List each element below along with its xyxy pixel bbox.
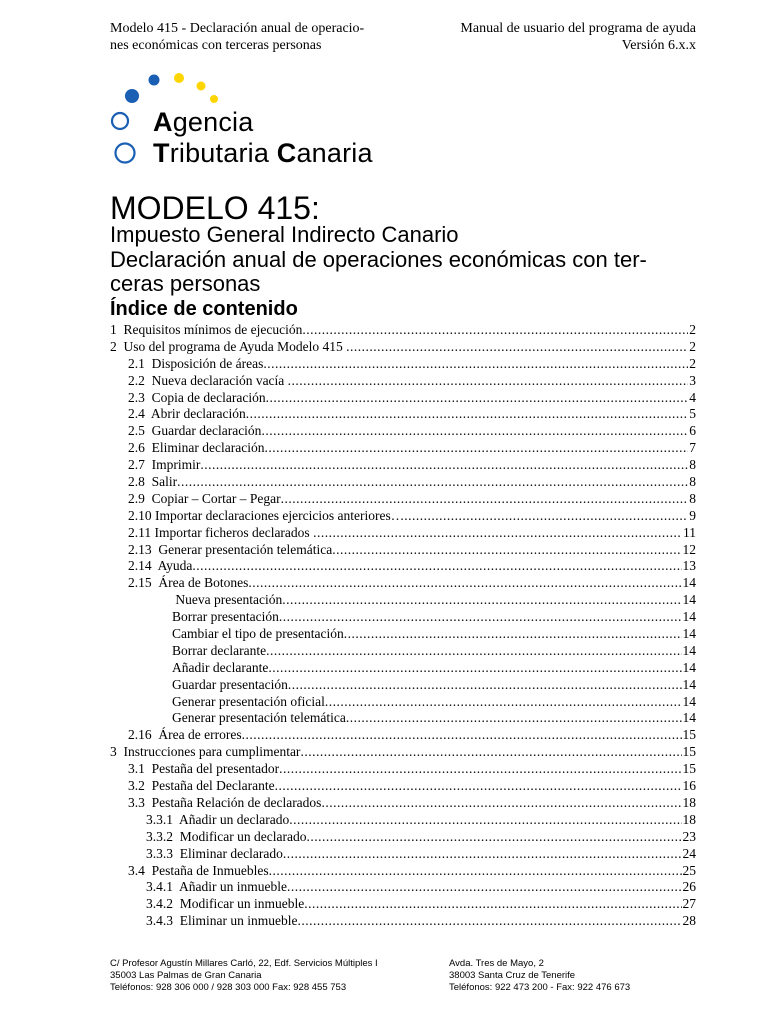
- toc-entry-page: 8: [689, 474, 696, 490]
- toc-entry-label: 2.4 Abrir declaración: [128, 406, 246, 422]
- toc-dot-leader: [268, 660, 681, 677]
- toc-entry-label: 2.13 Generar presentación telemática: [128, 541, 333, 557]
- toc-entry[interactable]: [110, 643, 696, 660]
- toc-entry-page: 14: [682, 642, 696, 658]
- toc-entry-label: 3.3.2 Modificar un declarado: [146, 828, 307, 844]
- toc-entry-page: 13: [682, 558, 696, 574]
- logo-text-tributaria-canaria: [153, 138, 373, 168]
- toc-entry[interactable]: [110, 525, 696, 542]
- toc-entry-label: 2.11 Importar ficheros declarados: [128, 524, 314, 540]
- toc-entry-label: 3.3 Pestaña Relación de declarados: [128, 794, 322, 810]
- toc-entry-label: 1 Requisitos mínimos de ejecución: [110, 322, 303, 337]
- toc-entry-page: 4: [689, 389, 696, 405]
- toc-entry[interactable]: [110, 373, 696, 390]
- logo-dot-blue-medium: [149, 75, 160, 86]
- toc-dot-leader: [242, 727, 682, 744]
- toc-entry-page: 11: [683, 524, 696, 540]
- toc-entry[interactable]: [110, 660, 696, 677]
- toc-dot-leader: [287, 879, 682, 896]
- toc-entry-page: 2: [689, 338, 696, 354]
- toc-dot-leader: [275, 778, 682, 795]
- toc-entry[interactable]: [110, 694, 696, 711]
- toc-entry-page: 5: [689, 406, 696, 422]
- toc-entry-page: 6: [689, 423, 696, 439]
- toc-entry-page: 14: [682, 626, 696, 642]
- footer-right-line2: 38003 Santa Cruz de Tenerife: [449, 970, 576, 981]
- toc-entry[interactable]: [110, 609, 696, 626]
- toc-entry[interactable]: [110, 575, 696, 592]
- footer-left-line1: C/ Profesor Agustín Millares Carló, 22, Edf. Servicios Múltiples I: [110, 958, 378, 969]
- toc-entry[interactable]: [110, 440, 696, 457]
- toc-entry-page: 16: [682, 778, 696, 794]
- footer-right-line1: Avda. Tres de Mayo, 2: [449, 958, 544, 969]
- toc-entry-page: 14: [682, 609, 696, 625]
- toc-dot-leader: [325, 694, 682, 711]
- toc-entry[interactable]: [110, 322, 696, 339]
- toc-entry[interactable]: [110, 592, 696, 609]
- toc-entry-page: 2: [689, 355, 696, 371]
- toc-entry[interactable]: [110, 778, 696, 795]
- logo-rest-tributaria: ributaria: [169, 138, 277, 168]
- footer-left-line2: 35003 Las Palmas de Gran Canaria: [110, 970, 262, 981]
- toc-entry-label: 2.5 Guardar declaración: [128, 423, 262, 439]
- toc-dot-leader: [279, 761, 681, 778]
- toc-dot-leader: [248, 575, 681, 592]
- toc-dot-leader: [264, 440, 688, 457]
- toc-entry[interactable]: [110, 339, 696, 356]
- footer-address-las-palmas: [110, 958, 378, 994]
- toc-dot-leader: [346, 710, 682, 727]
- toc-entry[interactable]: [110, 558, 696, 575]
- toc-entry[interactable]: [110, 829, 696, 846]
- toc-dot-leader: [266, 390, 689, 407]
- toc-entry-label: 2.7 Imprimir: [128, 457, 201, 473]
- logo-dot-blue-large: [125, 89, 139, 103]
- toc-entry-label: 2.14 Ayuda: [128, 558, 193, 574]
- logo-dot-yellow-2: [197, 82, 206, 91]
- toc-entry[interactable]: [110, 491, 696, 508]
- logo-ring-2: [116, 144, 135, 163]
- toc-entry-label: Cambiar el tipo de presentación: [172, 626, 344, 642]
- logo-rest-canaria: anaria: [296, 138, 373, 168]
- toc-dot-leader: [281, 491, 689, 508]
- toc-entry-label: Borrar presentación: [172, 609, 279, 625]
- logo-text-agencia: [153, 107, 253, 137]
- toc-entry-page: 27: [682, 896, 696, 912]
- toc-dot-leader: [313, 525, 682, 542]
- toc-entry-page: 23: [682, 828, 696, 844]
- logo-dot-yellow-1: [174, 73, 184, 83]
- toc-dot-leader: [263, 356, 688, 373]
- index-heading: Índice de contenido: [110, 298, 298, 320]
- subtitle-line2: Declaración anual de operaciones económicas con ter-: [110, 246, 647, 272]
- header-right-line2: Versión 6.x.x: [621, 38, 696, 53]
- subtitle-line1: Impuesto General Indirecto Canario: [110, 222, 459, 247]
- toc-entry[interactable]: [110, 677, 696, 694]
- toc-dot-leader: [297, 913, 681, 930]
- logo-cap-a: A: [153, 107, 173, 137]
- toc-entry[interactable]: [110, 812, 696, 829]
- toc-entry-page: 15: [682, 761, 696, 777]
- toc-entry-label: 3.4 Pestaña de Inmuebles: [128, 862, 269, 878]
- toc-dot-leader: [288, 677, 682, 694]
- toc-entry[interactable]: [110, 863, 696, 880]
- toc-entry[interactable]: [110, 846, 696, 863]
- toc-entry-page: 18: [682, 794, 696, 810]
- toc-entry-label: 2.3 Copia de declaración: [128, 389, 266, 405]
- toc-entry[interactable]: [110, 896, 696, 913]
- toc-entry-label: 2.16 Área de errores: [128, 727, 242, 743]
- toc-dot-leader: [304, 896, 681, 913]
- document-subtitle: [110, 223, 690, 297]
- footer-left-line3: Teléfonos: 928 306 000 / 928 303 000 Fax: 928 455 753: [110, 982, 347, 993]
- toc-entry-page: 9: [689, 507, 696, 523]
- toc-dot-leader: [192, 558, 681, 575]
- toc-entry-label: 3.4.2 Modificar un inmueble: [146, 896, 305, 912]
- toc-dot-leader: [269, 863, 682, 880]
- toc-entry-page: 24: [682, 845, 696, 861]
- toc-entry[interactable]: [110, 474, 696, 491]
- toc-entry-label: Nueva presentación: [172, 592, 283, 608]
- toc-entry[interactable]: [110, 727, 696, 744]
- toc-entry-page: 8: [689, 490, 696, 506]
- page-title: MODELO 415:: [110, 190, 320, 226]
- toc-entry-label: Generar presentación oficial: [172, 693, 325, 709]
- toc-entry-label: Borrar declarante: [172, 642, 267, 658]
- toc-entry-label: 3.3.1 Añadir un declarado: [146, 811, 290, 827]
- toc-entry-page: 12: [682, 541, 696, 557]
- toc-entry-page: 25: [682, 862, 696, 878]
- toc-entry-page: 14: [682, 676, 696, 692]
- toc-dot-leader: [288, 373, 689, 390]
- toc-entry-label: 3 Instrucciones para cumplimentar: [110, 744, 301, 760]
- toc-dot-leader: [261, 423, 688, 440]
- toc-entry-page: 15: [682, 727, 696, 743]
- toc-dot-leader: [200, 457, 688, 474]
- toc-entry[interactable]: [110, 542, 696, 559]
- subtitle-line3: ceras personas: [110, 271, 261, 296]
- toc-entry[interactable]: [110, 761, 696, 778]
- toc-entry-label: 3.4.1 Añadir un inmueble: [146, 879, 287, 895]
- toc-entry-page: 7: [689, 440, 696, 456]
- toc-entry-label: 2.9 Copiar – Cortar – Pegar: [128, 490, 281, 506]
- toc-entry-page: 3: [689, 372, 696, 388]
- toc-dot-leader: [283, 846, 682, 863]
- toc-dot-leader: [344, 626, 682, 643]
- toc-entry[interactable]: [110, 390, 696, 407]
- toc-entry-label: Guardar presentación: [172, 676, 288, 692]
- toc-entry-label: 3.2 Pestaña del Declarante: [128, 778, 275, 794]
- toc-entry-label: 2.6 Eliminar declaración: [128, 440, 265, 456]
- toc-entry-page: 28: [682, 913, 696, 929]
- toc-entry[interactable]: [110, 406, 696, 423]
- toc-entry-page: 14: [682, 693, 696, 709]
- toc-entry-page: 26: [682, 879, 696, 895]
- toc-entry-label: 3.1 Pestaña del presentador: [128, 761, 280, 777]
- toc-dot-leader: [332, 542, 681, 559]
- toc-entry-label: 3.4.3 Eliminar un inmueble: [146, 913, 298, 929]
- logo-cap-c: C: [276, 138, 297, 168]
- toc-dot-leader: [346, 339, 688, 356]
- toc-dot-leader: [266, 643, 681, 660]
- toc-dot-leader: [321, 795, 681, 812]
- toc-entry[interactable]: [110, 508, 696, 525]
- toc-entry-page: 14: [682, 575, 696, 591]
- toc-entry[interactable]: [110, 795, 696, 812]
- toc-entry-page: 14: [682, 659, 696, 675]
- toc-entry[interactable]: [110, 356, 696, 373]
- toc-entry[interactable]: [110, 423, 696, 440]
- toc-entry-label: 2.8 Salir: [128, 474, 178, 490]
- toc-entry-page: 15: [682, 744, 696, 760]
- toc-entry[interactable]: [110, 879, 696, 896]
- footer-right-line3: Teléfonos: 922 473 200 - Fax: 922 476 673: [449, 982, 631, 993]
- page-header-left: [110, 20, 410, 54]
- toc-entry[interactable]: [110, 457, 696, 474]
- logo-ring-1: [112, 113, 128, 129]
- toc-entry[interactable]: [110, 626, 696, 643]
- table-of-contents: [110, 322, 696, 930]
- toc-entry-label: 2.2 Nueva declaración vacía: [128, 372, 288, 388]
- toc-dot-leader: [279, 609, 682, 626]
- logo-rest-agencia: gencia: [172, 107, 254, 137]
- header-left-line1: Modelo 415 - Declaración anual de operacio-: [110, 21, 365, 36]
- logo-dot-yellow-3: [210, 95, 218, 103]
- toc-entry-label: 2.1 Disposición de áreas: [128, 355, 264, 371]
- toc-entry[interactable]: [110, 744, 696, 761]
- toc-dot-leader: [306, 829, 681, 846]
- header-right-line1: Manual de usuario del programa de ayuda: [460, 21, 696, 36]
- footer-address-tenerife: [449, 958, 630, 994]
- toc-entry-page: 14: [682, 592, 696, 608]
- toc-dot-leader: [404, 508, 688, 525]
- toc-entry-label: Generar presentación telemática: [172, 710, 346, 726]
- toc-dot-leader: [289, 812, 681, 829]
- toc-entry[interactable]: [110, 913, 696, 930]
- toc-dot-leader: [282, 592, 681, 609]
- toc-entry-page: 2: [689, 322, 696, 337]
- toc-entry-label: 2.15 Área de Botones: [128, 575, 249, 591]
- toc-dot-leader: [302, 322, 688, 339]
- toc-entry-label: 2 Uso del programa de Ayuda Modelo 415: [110, 338, 347, 354]
- toc-dot-leader: [300, 744, 681, 761]
- toc-entry[interactable]: [110, 710, 696, 727]
- toc-dot-leader: [246, 406, 689, 423]
- toc-entry-page: 14: [682, 710, 696, 726]
- toc-entry-label: 2.10 Importar declaraciones ejercicios anteriores…: [128, 507, 405, 523]
- toc-entry-page: 8: [689, 457, 696, 473]
- header-left-line2: nes económicas con terceras personas: [110, 38, 322, 53]
- toc-entry-label: Añadir declarante: [172, 659, 269, 675]
- toc-entry-label: 3.3.3 Eliminar declarado: [146, 845, 283, 861]
- toc-dot-leader: [177, 474, 688, 491]
- toc-entry-page: 18: [682, 811, 696, 827]
- page-header-right: [396, 20, 696, 54]
- logo-cap-t: T: [153, 138, 170, 168]
